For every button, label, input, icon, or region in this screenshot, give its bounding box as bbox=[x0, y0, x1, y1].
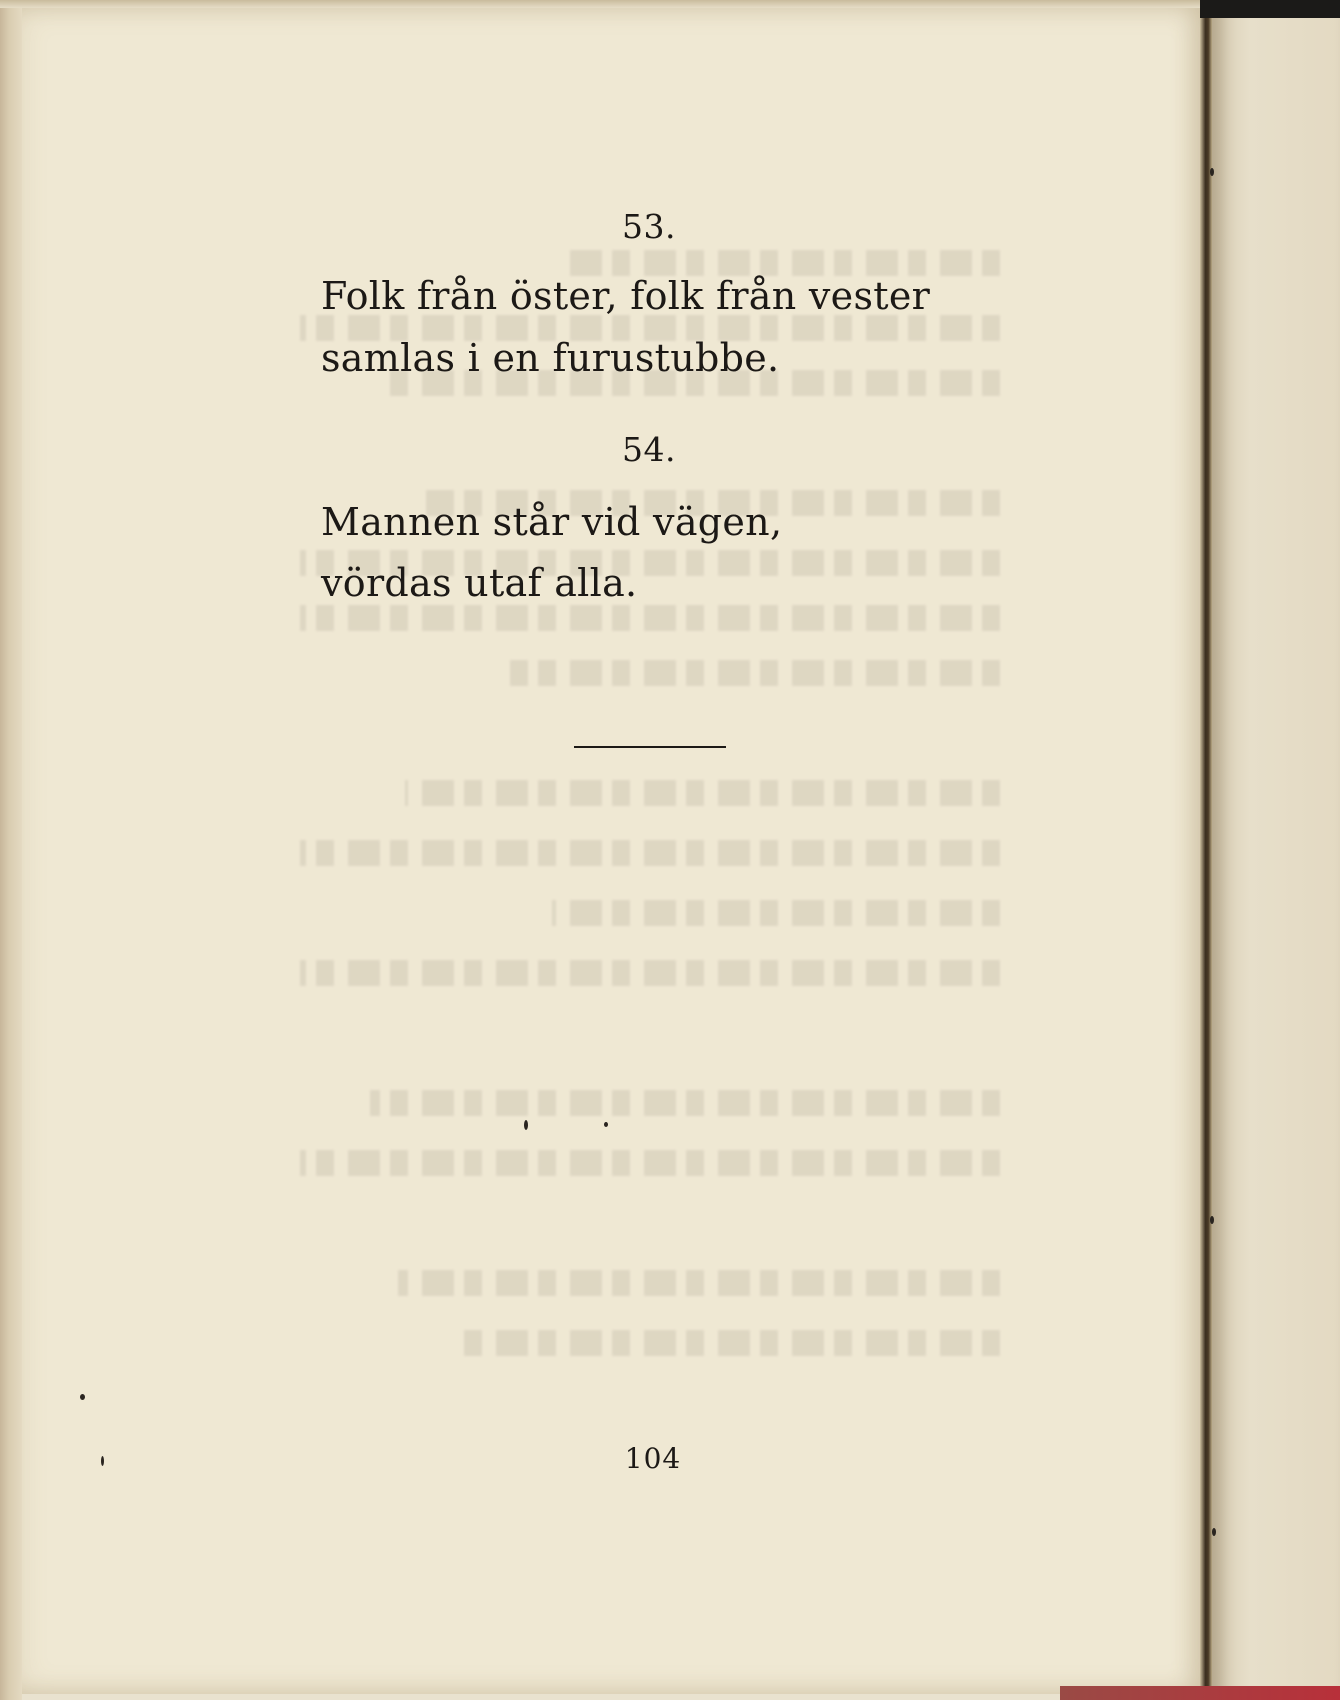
poem-54-number: 54. bbox=[622, 430, 676, 469]
poem-53-line-1: Folk från öster, folk från vester bbox=[321, 274, 931, 318]
ink-speck bbox=[1210, 168, 1214, 176]
poem-53-number: 53. bbox=[622, 207, 676, 246]
poem-54-line-1: Mannen står vid vägen, bbox=[321, 500, 783, 544]
poem-54-line-2: vördas utaf alla. bbox=[321, 561, 638, 605]
section-end-rule bbox=[574, 746, 726, 748]
ink-speck bbox=[1210, 1216, 1214, 1224]
ink-speck bbox=[80, 1394, 85, 1400]
ink-speck bbox=[524, 1120, 528, 1130]
ink-speck bbox=[604, 1122, 608, 1127]
poem-53-line-2: samlas i en furustubbe. bbox=[321, 336, 780, 380]
page-number: 104 bbox=[624, 1442, 682, 1475]
ink-speck bbox=[1212, 1528, 1216, 1536]
ink-speck bbox=[101, 1456, 104, 1466]
